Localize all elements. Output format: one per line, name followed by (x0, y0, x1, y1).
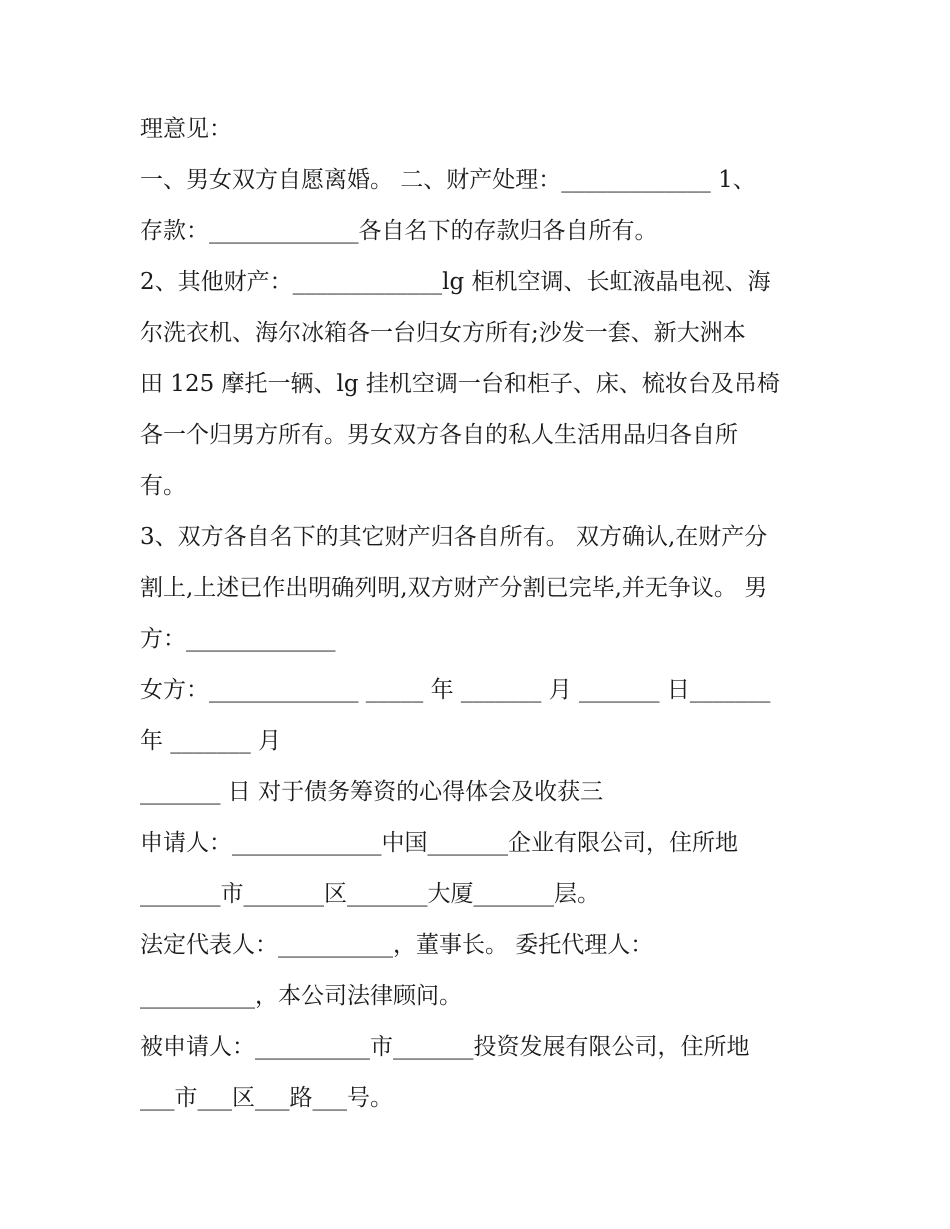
text-line: 法定代表人：__________，董事长。 委托代理人： (140, 932, 654, 958)
text-line: _______市_______区_______大厦_______层。 (140, 881, 600, 907)
text-line: 有。 (140, 473, 186, 499)
text-line: ___市___区___路___号。 (140, 1085, 393, 1111)
document-body (140, 104, 812, 1124)
text-line: 各一个归男方所有。男女双方各自的私人生活用品归各自所 (140, 422, 738, 448)
text-line: 一、男女双方自愿离婚。 二、财产处理：_____________ 1、 (140, 167, 756, 193)
text-line: 理意见： (140, 116, 232, 142)
text-line: 3、双方各自名下的其它财产归各自所有。 双方确认,在财产分 (140, 524, 768, 550)
text-line: 年 _______ 月 (140, 728, 282, 754)
text-line: 尔洗衣机、海尔冰箱各一台归女方所有;沙发一套、新大洲本 (140, 320, 746, 346)
text-line: 被申请人：__________市_______投资发展有限公司，住所地 (140, 1034, 750, 1060)
text-line: __________，本公司法律顾问。 (140, 983, 462, 1009)
text-line: 女方：_____________ _____ 年 _______ 月 _______ 日_______ (140, 677, 771, 703)
text-line: _______ 日 对于债务筹资的心得体会及收获三 (140, 779, 604, 805)
text-line: 方：_____________ (140, 626, 336, 652)
text-line: 割上,上述已作出明确列明,双方财产分割已完毕,并无争议。 男 (140, 575, 768, 601)
text-line: 田 125 摩托一辆、lg 挂机空调一台和柜子、床、梳妆台及吊椅 (140, 371, 780, 397)
text-line: 存款：_____________各自名下的存款归各自所有。 (140, 218, 658, 244)
text-line: 2、其他财产：_____________lg 柜机空调、长虹液晶电视、海 (140, 269, 771, 295)
text-line: 申请人：_____________中国_______企业有限公司，住所地 (140, 830, 738, 856)
